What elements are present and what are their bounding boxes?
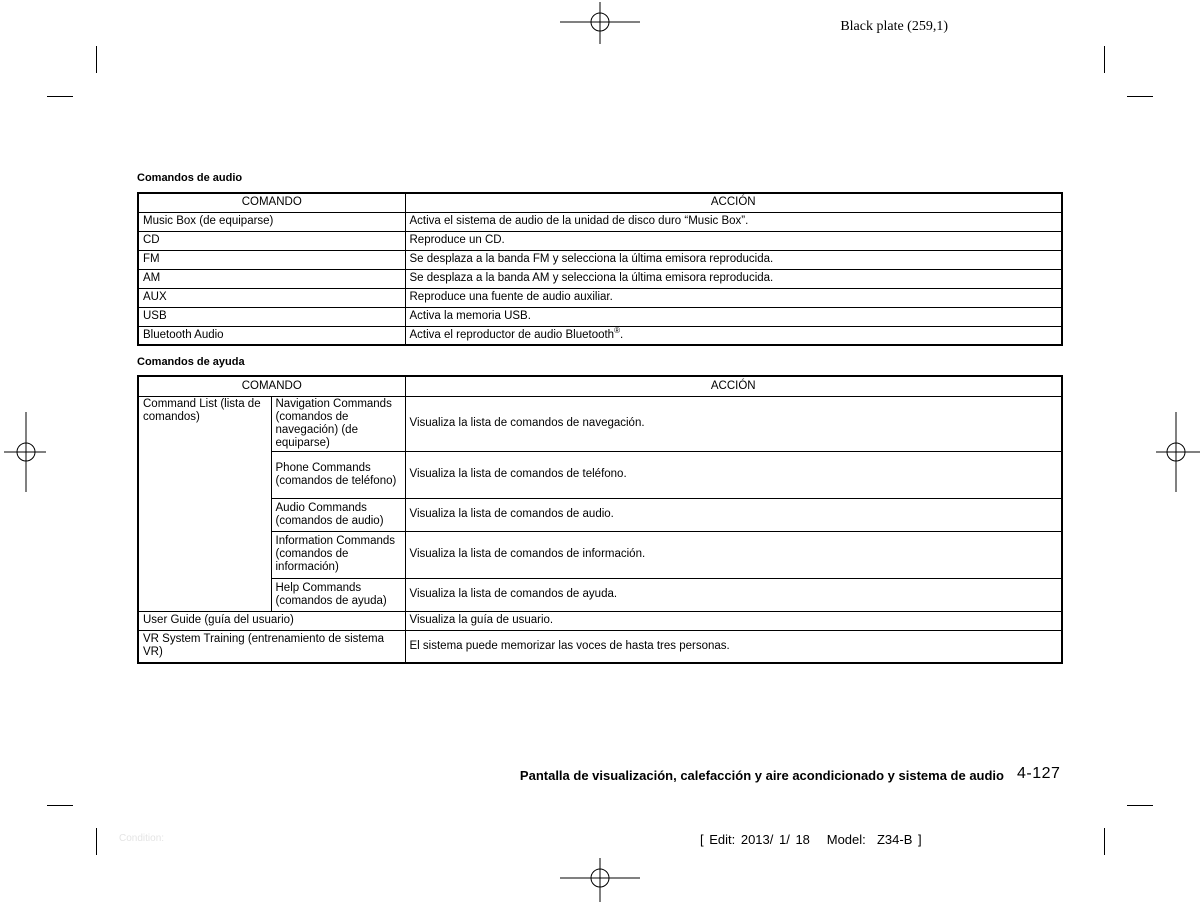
footer-section-title: Pantalla de visualización, calefacción y aire acondicionado y sistema de audio — [519, 768, 1004, 783]
registered-mark: ® — [614, 325, 620, 335]
action-cell: Visualiza la lista de comandos de teléfono. — [405, 451, 1062, 498]
group-command-cell: Command List (lista de comandos) — [138, 396, 271, 611]
command-cell: FM — [138, 250, 405, 269]
condition-label: Condition: — [119, 833, 165, 844]
table-row — [138, 288, 1062, 307]
table-row — [138, 231, 1062, 250]
page-number: 4-127 — [1017, 765, 1061, 782]
action-end: . — [619, 328, 624, 341]
help-section-title: Comandos de ayuda — [137, 356, 245, 368]
table-row — [138, 498, 1062, 531]
command-cell: VR System Training (entrenamiento de sistema VR) — [138, 630, 405, 663]
action-text: Activa el reproductor de audio Bluetooth — [409, 328, 615, 341]
help-col-action: ACCIÓN — [405, 376, 1062, 396]
action-cell: Activa la memoria USB. — [405, 307, 1062, 326]
command-cell: Bluetooth Audio — [138, 326, 405, 345]
edit-info: [ Edit: 2013/ 1/ 18 Model: Z34-B ] — [700, 832, 922, 847]
action-cell — [405, 326, 1062, 345]
sub-command-cell: Audio Commands (comandos de audio) — [271, 498, 405, 531]
registration-mark-left — [4, 412, 46, 492]
command-cell: USB — [138, 307, 405, 326]
table-row — [138, 611, 1062, 630]
action-cell: Visualiza la lista de comandos de audio. — [405, 498, 1062, 531]
table-row — [138, 269, 1062, 288]
table-row — [138, 531, 1062, 578]
audio-commands-table — [137, 192, 1063, 346]
action-cell: El sistema puede memorizar las voces de hasta tres personas. — [405, 630, 1062, 663]
plate-label: Black plate (259,1) — [840, 19, 948, 34]
audio-section-title: Comandos de audio — [137, 172, 243, 184]
sub-command-cell: Information Commands (comandos de información) — [271, 531, 405, 578]
action-cell: Visualiza la guía de usuario. — [405, 611, 1062, 630]
command-cell: AUX — [138, 288, 405, 307]
sub-command-cell: Phone Commands (comandos de teléfono) — [271, 451, 405, 498]
help-col-command: COMANDO — [138, 376, 405, 396]
table-row — [138, 451, 1062, 498]
sub-command-cell: Navigation Commands (comandos de navegación) (de equiparse) — [271, 396, 405, 451]
action-cell: Se desplaza a la banda FM y selecciona la última emisora reproducida. — [405, 250, 1062, 269]
registration-mark-top — [560, 2, 640, 44]
help-commands-table — [137, 375, 1063, 664]
action-cell: Visualiza la lista de comandos de navegación. — [405, 396, 1062, 451]
command-cell: Music Box (de equiparse) — [138, 212, 405, 231]
sub-command-cell: Help Commands (comandos de ayuda) — [271, 578, 405, 611]
table-row — [138, 396, 1062, 451]
action-cell: Se desplaza a la banda AM y selecciona la última emisora reproducida. — [405, 269, 1062, 288]
command-cell: AM — [138, 269, 405, 288]
action-cell: Reproduce un CD. — [405, 231, 1062, 250]
action-cell: Visualiza la lista de comandos de ayuda. — [405, 578, 1062, 611]
table-row — [138, 250, 1062, 269]
table-row — [138, 307, 1062, 326]
table-row — [138, 326, 1062, 345]
action-cell: Visualiza la lista de comandos de información. — [405, 531, 1062, 578]
action-cell: Activa el sistema de audio de la unidad de disco duro “Music Box”. — [405, 212, 1062, 231]
action-cell: Reproduce una fuente de audio auxiliar. — [405, 288, 1062, 307]
table-row — [138, 630, 1062, 663]
table-row — [138, 212, 1062, 231]
command-cell: CD — [138, 231, 405, 250]
command-cell: User Guide (guía del usuario) — [138, 611, 405, 630]
audio-col-action: ACCIÓN — [405, 193, 1062, 212]
registration-mark-bottom — [560, 858, 640, 902]
registration-mark-right — [1156, 412, 1200, 492]
table-row — [138, 578, 1062, 611]
audio-col-command: COMANDO — [138, 193, 405, 212]
